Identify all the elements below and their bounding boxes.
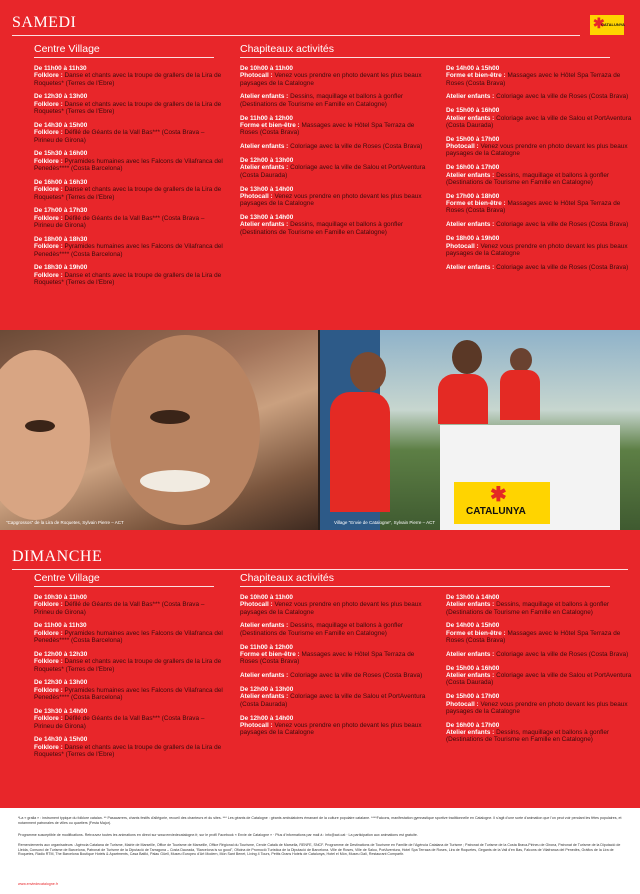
schedule-entry [240,65,430,87]
entry-description: Coloriage avec la ville de Roses (Costa Brava) [290,672,423,680]
entry-time: De 14h00 à 15h00 [446,65,500,72]
section-title-chapiteaux: Chapiteaux activités [240,43,334,55]
catalunya-logo-text: CATALUNYA [601,22,625,27]
entry-kind: Atelier enfants : [446,672,495,680]
entry-kind: Atelier enfants : [446,729,495,737]
entry-time: De 15h00 à 17h00 [446,135,500,143]
photo-strip [0,330,640,530]
divider [240,586,610,587]
entry-kind: Atelier enfants : [446,114,495,122]
entry-kind: Forme et bien-être : [240,121,300,129]
entry-time: De 13h00 à 14h00 [240,185,294,193]
entry-description: Pyramides humaines avec les Falcons de Vilafranca del Penedès**** (Costa Barcelona) [34,686,223,702]
entry-kind: Forme et bien-être : [240,650,300,658]
schedule-entry [240,672,430,679]
schedule-entry [240,686,430,708]
schedule-entry [240,186,430,208]
entry-time: De 14h30 à 15h00 [34,121,88,129]
entry-time: De 11h00 à 11h30 [34,65,87,72]
entry-time: De 18h00 à 19h00 [446,235,500,243]
entry-description: Massages avec le Hôtel Spa Terraza de Roses (Costa Brava) [446,200,621,215]
section-title-centre-village: Centre Village [34,572,100,584]
entry-description: Venez vous prendre en photo devant les plus beaux paysages de la Catalogne [446,242,628,257]
entry-kind: Atelier enfants : [446,171,495,179]
entry-description: Venez vous prendre en photo devant les plus beaux paysages de la Catalogne [240,72,422,87]
entry-kind: Folklore : [34,601,63,609]
schedule-dimanche-chapiteaux-1 [240,594,430,743]
schedule-entry [240,644,430,666]
entry-description: Venez vous prendre en photo devant les plus beaux paysages de la Catalogne [240,192,422,208]
entry-time: De 15h00 à 17h00 [446,693,500,701]
schedule-entry [446,65,636,87]
entry-time: De 12h00 à 12h30 [34,650,88,658]
entry-description: Massages avec le Hôtel Spa Terraza de Roses (Costa Brava) [446,629,621,645]
entry-description: Danse et chants avec la troupe de grallers de la Lira de Roquetes* (Terres de l'Ebre) [34,100,222,116]
divider [240,57,610,58]
entry-description: Défilé de Géants de la Vall Bas*** (Costa Brava – Pirineu de Girona) [34,214,205,230]
entry-kind: Photocall : [446,700,479,708]
entry-time: De 17h00 à 18h00 [446,192,500,200]
entry-kind: Atelier enfants : [240,622,289,630]
catalunya-logo [590,15,624,35]
entry-kind: Atelier enfants : [446,601,495,609]
entry-description: Danse et chants avec la troupe de grallers de la Lira de Roquetes* (Terres de l'Ebre) [34,658,222,673]
photo-caption-2: Village "Envie de Catalogne", Sylvain Pierre – ACT [334,520,436,525]
entry-description: Venez vous prendre en photo devant les plus beaux paysages de la Catalogne [240,601,422,616]
entry-kind: Folklore : [34,658,63,666]
entry-description: Coloriage avec la ville de Salou et PortAventura (Costa Daurada) [240,693,426,708]
entry-description: Venez vous prendre en photo devant les plus beaux paysages de la Catalogne [446,700,628,715]
entry-time: De 11h00 à 11h30 [34,622,87,630]
entry-description: Défilé de Géants de la Vall Bas*** (Costa Brava – Pirineu de Girona) [34,601,205,616]
entry-time: De 15h00 à 16h00 [446,107,500,115]
schedule-entry [240,115,430,137]
entry-kind: Atelier enfants : [240,164,289,172]
schedule-entry [240,93,430,108]
entry-time: De 12h00 à 14h00 [240,714,294,722]
entry-description: Pyramides humaines avec les Falcons de Vilafranca del Penedès**** (Costa Barcelona) [34,157,223,173]
schedule-entry [446,651,636,658]
entry-time: De 13h30 à 14h00 [34,707,88,715]
entry-kind: Atelier enfants : [240,693,289,701]
schedule-entry [240,143,430,150]
schedule-entry [446,107,636,129]
footer-program: Programme susceptible de modifications. Retrouvez toutes les animations en direct sur www.enviedecatalogne.fr, sur le profil Facebook « Envie de Catalogne » · Plus d'informations par mail à : info@act.cat · La participation aux animations est gratuite. [18,833,418,837]
schedule-samedi-chapiteaux-1 [240,65,430,243]
schedule-entry [446,665,636,687]
schedule-entry [240,715,430,737]
booth-sign-text: CATALUNYA [466,506,526,517]
entry-kind: Forme et bien-être : [446,200,506,208]
schedule-entry [446,193,636,215]
divider [34,57,214,58]
entry-kind: Atelier enfants : [240,93,289,101]
entry-description: Massages avec le Hôtel Spa Terraza de Roses (Costa Brava) [240,650,415,666]
entry-time: De 14h30 à 15h00 [34,736,88,744]
entry-description: Coloriage avec la ville de Salou et PortAventura (Costa Daurada) [446,114,632,129]
schedule-entry [446,221,636,228]
catalunya-mark-icon: ✱ [490,484,507,506]
entry-kind: Folklore : [34,271,63,279]
schedule-entry [240,157,430,179]
entry-description: Danse et chants avec la troupe de grallers de la Lira de Roquetes* (Terres de l'Ebre) [34,186,222,201]
entry-kind: Folklore : [34,72,63,80]
entry-time: De 12h00 à 13h00 [240,157,294,165]
schedule-entry [446,722,636,744]
section-title-centre-village: Centre Village [34,43,100,55]
day-title-samedi: SAMEDI [12,14,77,31]
schedule-entry [446,164,636,186]
entry-time: De 13h00 à 14h00 [240,214,294,222]
entry-kind: Atelier enfants : [446,263,495,271]
entry-description: Défilé de Géants de la Vall Bas*** (Costa Brava – Pirineu de Girona) [34,129,205,144]
entry-time: De 17h00 à 17h30 [34,207,88,215]
entry-description: Massages avec le Hôtel Spa Terraza de Roses (Costa Brava) [240,121,415,137]
entry-kind: Forme et bien-être : [446,72,506,80]
entry-kind: Photocall : [240,72,273,80]
schedule-entry [34,150,224,172]
entry-kind: Atelier enfants : [240,143,289,151]
footer-url: www.enviedecatalogne.fr [18,882,58,886]
entry-kind: Atelier enfants : [446,221,495,229]
entry-kind: Photocall : [240,192,273,200]
schedule-entry [446,693,636,715]
entry-kind: Photocall : [446,242,479,250]
entry-time: De 14h00 à 15h00 [446,622,500,630]
entry-time: De 12h00 à 13h00 [240,686,294,694]
schedule-entry [240,214,430,236]
entry-time: De 10h00 à 11h00 [240,65,293,72]
entry-description: Pyramides humaines avec les Falcons de Vilafranca del Penedès**** (Costa Barcelona) [34,243,223,258]
entry-time: De 10h00 à 11h00 [240,594,293,601]
schedule-samedi-chapiteaux-2 [446,65,636,278]
entry-kind: Photocall : [446,143,479,151]
entry-description: Massages avec le Hôtel Spa Terraza de Roses (Costa Brava) [446,72,621,87]
schedule-entry [34,207,224,229]
photo-giant-heads [0,330,318,530]
entry-description: Coloriage avec la ville de Salou et PortAventura (Costa Daurada) [446,672,632,687]
entry-time: De 16h00 à 17h00 [446,721,500,729]
entry-time: De 18h30 à 19h00 [34,264,88,272]
divider [12,569,628,570]
divider [12,35,580,36]
entry-description: Coloriage avec la ville de Roses (Costa Brava) [290,143,423,151]
schedule-entry [446,264,636,271]
entry-description: Dessins, maquillage et ballons à gonfler (Destinations de Tourisme en Famille en Catalogne) [240,93,404,108]
photo-caption-1: "Capgrossos" de la Lira de Roquetes, Sylvain Pierre – ACT [6,520,124,525]
entry-description: Danse et chants avec la troupe de grallers de la Lira de Roquetes* (Terres de l'Ebre) [34,271,222,286]
entry-kind: Photocall : [240,721,273,729]
entry-description: Dessins, maquillage et ballons à gonfler (Destinations de Tourisme en Famille en Catalogne) [240,622,404,637]
entry-kind: Atelier enfants : [240,672,289,680]
entry-time: De 10h30 à 11h00 [34,594,87,601]
entry-description: Dessins, maquillage et ballons à gonfler (Destinations de Tourisme en Famille en Catalogne) [446,601,610,616]
schedule-entry [446,622,636,644]
schedule-samedi-village [34,65,224,293]
entry-time: De 12h30 à 13h00 [34,93,88,101]
entry-time: De 11h00 à 12h00 [240,114,293,122]
footer-thanks: Remerciements aux organisateurs : Agència Catalana de Turisme, Mairie de Marseille, Office de Tourisme de Marseille, Office Régional du Tourisme, Cercle Català de Marsella, RENFE, SNCF. Programme de Destinations de Tourisme en Famille de l'Agència Catalana de Turisme ; Patronat de Turisme de la Costa Brava-Pirineu de Girona, Patronat de Turisme de la Diputació de Lleida, Consorci de Turisme de Barcelona, Patronat de Turisme de la Diputació de Tarragona – Costa Daurada, "Barcelona is so good", Oficina de Promoció Turística de la Diputació de Barcelona. Ville de Roses, Ville de Salou, PortAventura, Hotel Spa Terraza de Roses, Lira de Roquetes, Gegants de la Vall d'en Bas, Falcons de Vilafranca del Penedès, Gràfics de la Lira de Roquetes, Ràdio RTM, The Barcelona Boutique Hotels & Apartments, Casa Batlló, Palau Güell, Museu Europeu d'Art Modern, Món Sant Benet, Living 4 Tours, Petits Grans Hotels de Catalunya, Hotel el Món, Museu Dalí, Restaurant Compartir. [18,843,621,857]
entry-description: Coloriage avec la ville de Roses (Costa Brava) [496,221,629,229]
entry-kind: Folklore : [34,629,63,637]
entry-description: Venez vous prendre en photo devant les plus beaux paysages de la Catalogne [240,721,422,737]
entry-kind: Atelier enfants : [446,650,495,658]
entry-kind: Folklore : [34,129,63,137]
entry-description: Coloriage avec la ville de Salou et PortAventura (Costa Daurada) [240,164,426,179]
entry-description: Coloriage avec la ville de Roses (Costa Brava) [496,93,629,101]
entry-time: De 16h00 à 16h30 [34,178,88,186]
catalunya-logo-mark-icon: ✱ [593,15,605,31]
day-title-dimanche: DIMANCHE [12,548,103,565]
entry-description: Coloriage avec la ville de Roses (Costa Brava) [496,650,629,658]
entry-description: Dessins, maquillage et ballons à gonfler (Destinations de Tourisme en Famille en Catalogne) [446,171,610,186]
schedule-entry [446,235,636,257]
entry-description: Danse et chants avec la troupe de grallers de la Lira de Roquetes* (Terres de l'Ebre) [34,72,222,87]
schedule-entry [34,736,224,758]
divider [34,586,214,587]
entry-description: Dessins, maquillage et ballons à gonfler (Destinations de Tourisme en Famille en Catalogne) [446,729,610,744]
schedule-entry [446,93,636,100]
schedule-dimanche-chapiteaux-2 [446,594,636,750]
schedule-entry [240,622,430,637]
schedule-entry [34,236,224,258]
entry-time: De 11h00 à 12h00 [240,643,293,651]
entry-time: De 13h00 à 14h00 [446,594,500,601]
schedule-entry [34,708,224,730]
schedule-entry [34,122,224,144]
entry-kind: Photocall : [240,601,273,609]
schedule-entry [34,264,224,286]
entry-time: De 15h30 à 16h00 [34,150,88,158]
entry-time: De 12h30 à 13h00 [34,679,88,687]
entry-time: De 18h00 à 18h30 [34,235,88,243]
entry-kind: Atelier enfants : [446,93,495,101]
entry-kind: Forme et bien-être : [446,629,506,637]
schedule-entry [34,679,224,701]
schedule-entry [34,65,224,87]
entry-kind: Folklore : [34,100,63,108]
entry-kind: Folklore : [34,186,63,194]
schedule-entry [34,651,224,673]
entry-kind: Folklore : [34,157,63,165]
schedule-entry [34,622,224,644]
entry-kind: Folklore : [34,214,63,222]
schedule-entry [34,93,224,115]
entry-description: Danse et chants avec la troupe de grallers de la Lira de Roquetes* (Terres de l'Ebre) [34,743,222,759]
footer [0,808,640,894]
entry-time: De 16h00 à 17h00 [446,164,500,172]
entry-description: Dessins, maquillage et ballons à gonfler (Destinations de Tourisme en Famille en Catalogne) [240,221,404,236]
schedule-dimanche-village [34,594,224,765]
entry-kind: Folklore : [34,243,63,251]
entry-description: Venez vous prendre en photo devant les plus beaux paysages de la Catalogne [446,143,628,158]
schedule-entry [446,594,636,616]
section-title-chapiteaux: Chapiteaux activités [240,572,334,584]
schedule-entry [446,136,636,158]
entry-kind: Folklore : [34,715,63,723]
booth-sign [454,482,550,524]
footer-notes: *La « gralla » : instrument typique du folklore catalan. ** Pasacarrers, chants festifs d'allégorie, recueil des chanteurs et du sites. *** Les géants de Catalogne : géants ambulatoires émanant de la culture populaire catalane. ****Falcons, manifestation gymnastique sportive traditionnelle en Catalogne. Il s'agit d'une sorte d'animation que l'on peut voir pendant les fêtes populaires, et notamment patronales de villes ou quartiers (Festa Major). [18,816,622,825]
entry-description: Pyramides humaines avec les Falcons de Vilafranca del Penedès**** (Costa Barcelona) [34,629,223,645]
entry-kind: Atelier enfants : [240,221,289,229]
entry-kind: Folklore : [34,743,63,751]
entry-description: Coloriage avec la ville de Roses (Costa Brava) [496,263,629,271]
schedule-entry [34,179,224,201]
schedule-entry [34,594,224,616]
entry-kind: Folklore : [34,686,63,694]
schedule-entry [240,594,430,616]
entry-time: De 15h00 à 16h00 [446,664,500,672]
entry-description: Défilé de Géants de la Vall Bas*** (Costa Brava – Pirineu de Girona) [34,715,205,730]
